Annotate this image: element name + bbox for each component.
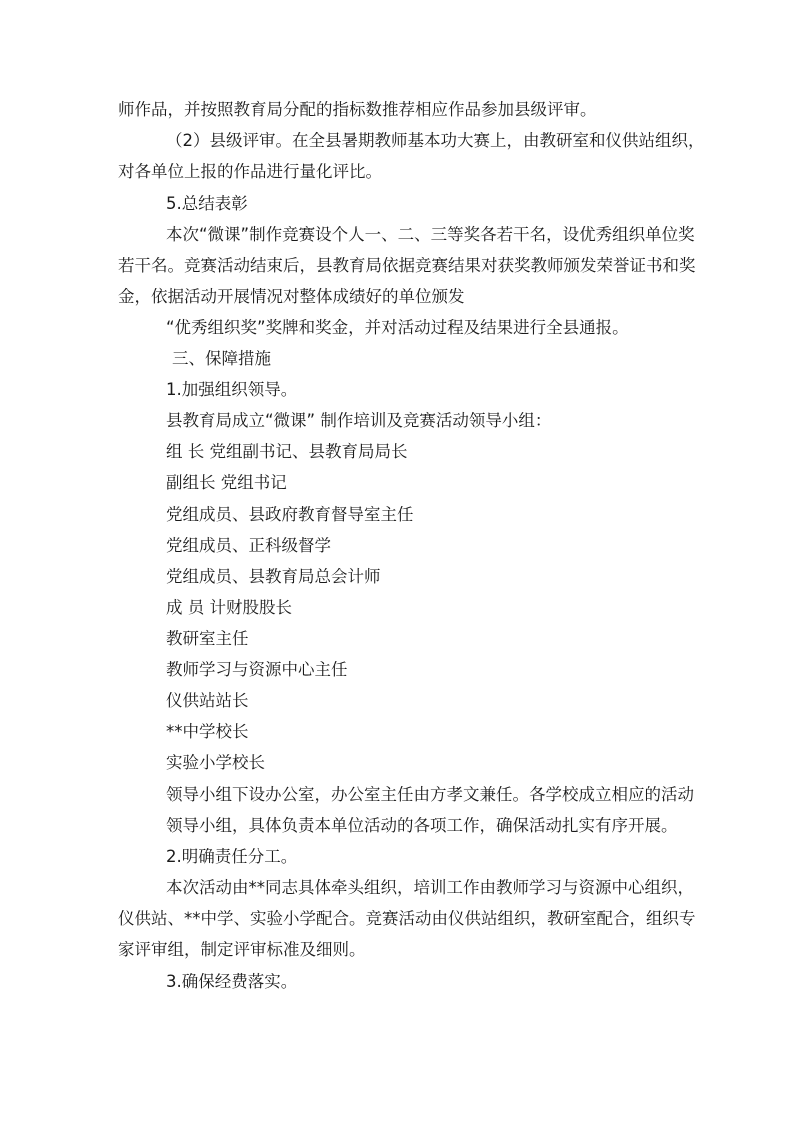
body-text-line: 本次“微课”制作竞赛设个人一、二、三等奖各若干名，设优秀组织单位奖 <box>166 225 695 244</box>
body-text-line: 本次活动由**同志具体牵头组织，培训工作由教师学习与资源中心组织， <box>166 878 694 897</box>
subsection-heading: 3.确保经费落实。 <box>166 972 298 991</box>
member-line: 教研室主任 <box>166 629 249 648</box>
body-text-line: 对各单位上报的作品进行量化评比。 <box>118 162 382 181</box>
member-line: 成 员 计财股股长 <box>166 598 292 617</box>
member-line: 副组长 党组书记 <box>166 473 287 492</box>
member-line: 实验小学校长 <box>166 753 265 772</box>
body-text-line: 若干名。竞赛活动结束后，县教育局依据竞赛结果对获奖教师颁发荣誉证书和奖 <box>118 256 696 275</box>
member-line: 教师学习与资源中心主任 <box>166 660 348 679</box>
member-line: 仪供站站长 <box>166 691 249 710</box>
section-heading: 5.总结表彰 <box>166 194 248 213</box>
member-line: 党组成员、正科级督学 <box>166 536 331 555</box>
body-text-line: 金，依据活动开展情况对整体成绩好的单位颁发 <box>118 287 465 306</box>
member-line: **中学校长 <box>166 722 249 741</box>
body-text-line: 领导小组，具体负责本单位活动的各项工作，确保活动扎实有序开展。 <box>166 816 678 835</box>
body-text-line: （2）县级评审。在全县暑期教师基本功大赛上，由教研室和仪供站组织， <box>166 131 705 150</box>
subsection-heading: 2.明确责任分工。 <box>166 847 298 866</box>
body-text-line: 县教育局成立“微课” 制作培训及竞赛活动领导小组： <box>166 411 552 430</box>
member-line: 组 长 党组副书记、县教育局局长 <box>166 442 408 461</box>
body-text-line: 家评审组，制定评审标准及细则。 <box>118 940 366 959</box>
body-text-line: 仪供站、**中学、实验小学配合。竞赛活动由仪供站组织，教研室配合，组织专 <box>118 909 696 928</box>
section-heading: 三、保障措施 <box>172 349 271 368</box>
body-text-line: 师作品，并按照教育局分配的指标数推荐相应作品参加县级评审。 <box>118 100 597 119</box>
body-text-line: “优秀组织奖”奖牌和奖金，并对活动过程及结果进行全县通报。 <box>166 318 629 337</box>
member-line: 党组成员、县政府教育督导室主任 <box>166 505 414 524</box>
subsection-heading: 1.加强组织领导。 <box>166 380 298 399</box>
body-text-line: 领导小组下设办公室，办公室主任由方孝文兼任。各学校成立相应的活动 <box>166 785 694 804</box>
member-line: 党组成员、县教育局总会计师 <box>166 567 381 586</box>
